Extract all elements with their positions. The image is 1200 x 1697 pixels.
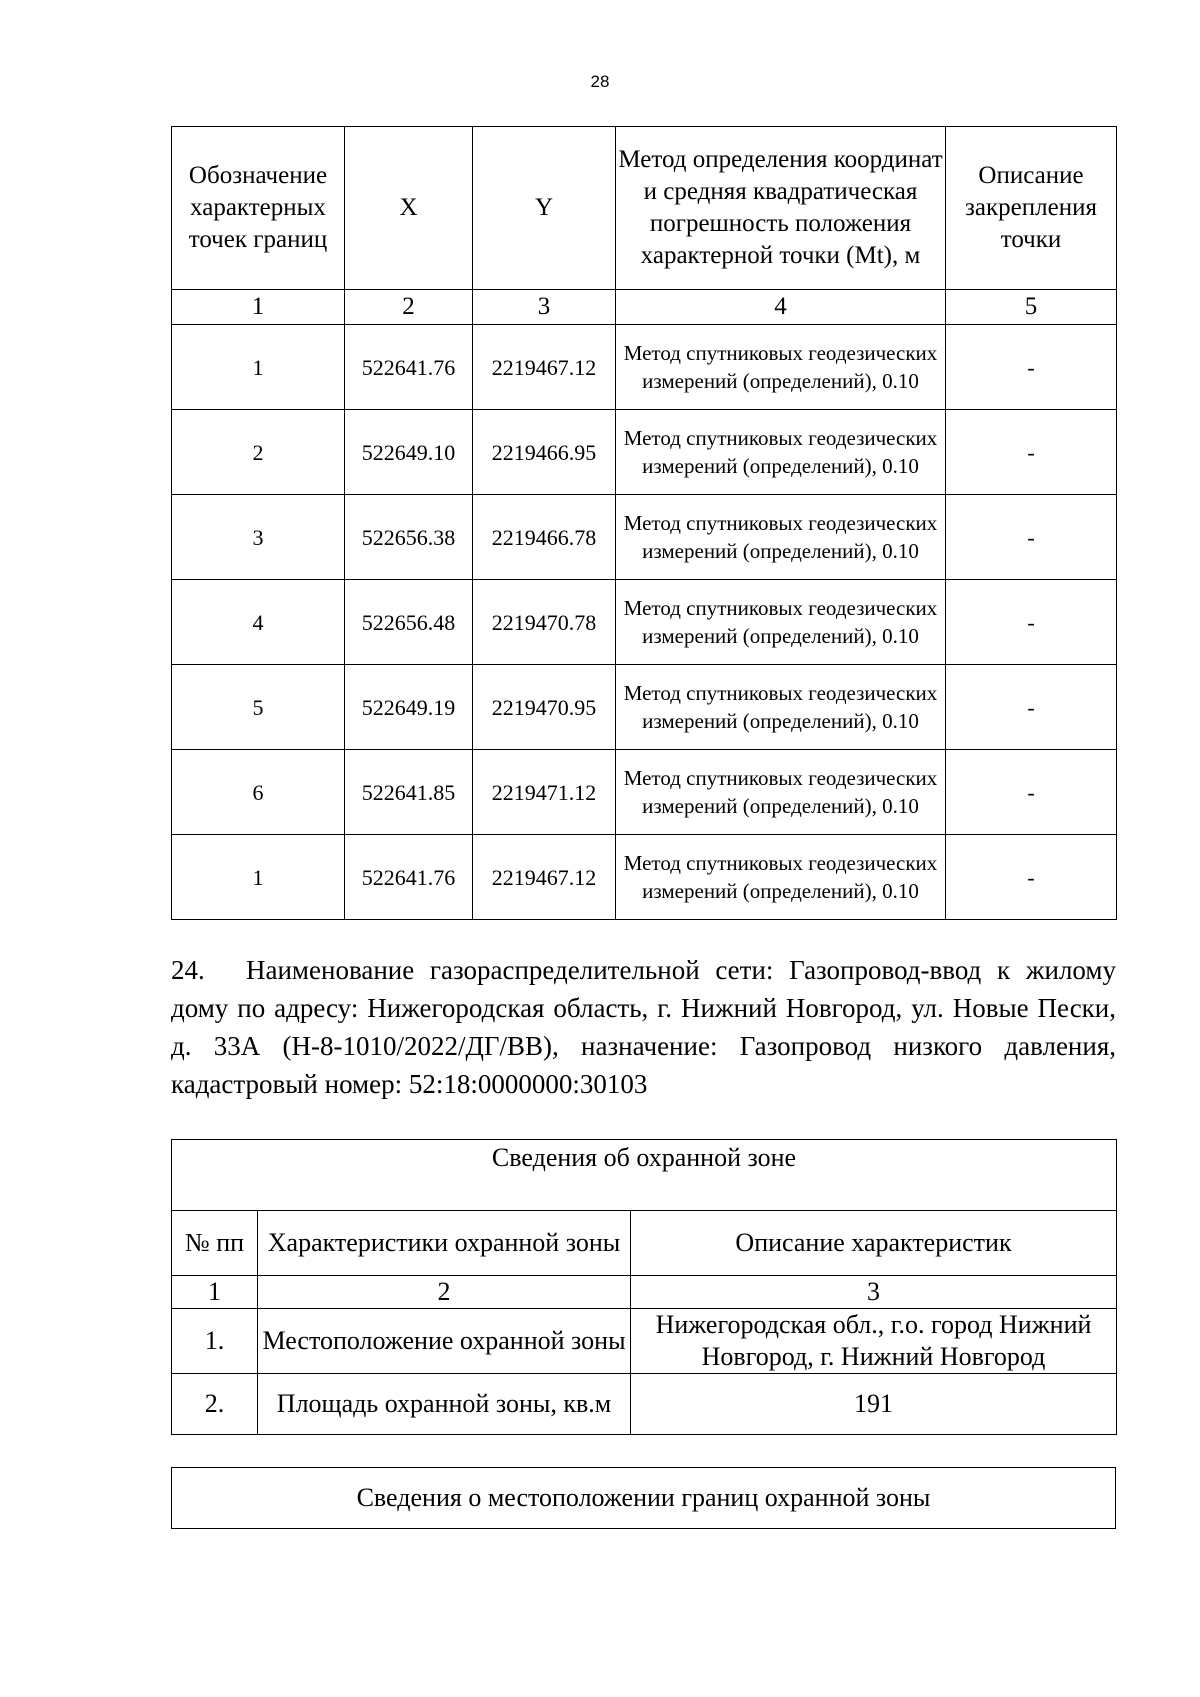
bounds-table-title: Сведения о местоположении границ охранной зоны [172, 1468, 1116, 1529]
header-description: Описание закрепления точки [946, 127, 1117, 290]
bounds-title-row [172, 1468, 1116, 1529]
zone-table-title: Сведения об охранной зоне [172, 1140, 1117, 1211]
table-row [172, 410, 1117, 495]
table-row [172, 495, 1117, 580]
cell-x: 522641.85 [345, 750, 473, 835]
cell-description: - [946, 495, 1117, 580]
cell-x: 522656.38 [345, 495, 473, 580]
cell-point: 5 [172, 665, 345, 750]
zone-header-row [172, 1211, 1117, 1276]
header-description: Описание характеристик [631, 1211, 1117, 1276]
cell-y: 2219467.12 [473, 835, 616, 920]
cell-method: Метод спутниковых геодезических измерений (определений), 0.10 [616, 495, 946, 580]
cell-y: 2219467.12 [473, 325, 616, 410]
cell-point: 2 [172, 410, 345, 495]
coords-column-numbers [172, 290, 1117, 325]
cell-y: 2219471.12 [473, 750, 616, 835]
table-row [172, 1374, 1117, 1435]
cell-value: 191 [631, 1374, 1117, 1435]
cell-description: - [946, 750, 1117, 835]
paragraph-number: 24. [171, 955, 205, 985]
cell-y: 2219466.78 [473, 495, 616, 580]
col-number: 4 [616, 290, 946, 325]
cell-point: 4 [172, 580, 345, 665]
header-number: № пп [172, 1211, 258, 1276]
protection-zone-table [171, 1139, 1117, 1435]
zone-title-row [172, 1140, 1117, 1211]
col-number: 1 [172, 290, 345, 325]
cell-y: 2219466.95 [473, 410, 616, 495]
cell-x: 522649.10 [345, 410, 473, 495]
cell-characteristic: Площадь охранной зоны, кв.м [258, 1374, 631, 1435]
coords-header-row [172, 127, 1117, 290]
col-number: 3 [473, 290, 616, 325]
cell-value: Нижегородская обл., г.о. город Нижний Новгород, г. Нижний Новгород [631, 1309, 1117, 1374]
header-method: Метод определения координат и средняя квадратическая погрешность положения характерной точки (Mt), м [616, 127, 946, 290]
network-description-paragraph [171, 951, 1116, 1103]
cell-x: 522641.76 [345, 835, 473, 920]
paragraph-text: Наименование газораспределительной сети: Газопровод-ввод к жилому дому по адресу: Нижегородская область, г. Нижний Новгород, ул. Новые Пески, д. 33А (Н-8-1010/2022/ДГ/ВВ), назначение: Газопровод низкого давления, кадастровый номер: 52:18:0000000:30103 [171, 955, 1116, 1099]
table-row [172, 750, 1117, 835]
cell-description: - [946, 835, 1117, 920]
header-x: X [345, 127, 473, 290]
col-number: 2 [258, 1276, 631, 1309]
cell-method: Метод спутниковых геодезических измерений (определений), 0.10 [616, 665, 946, 750]
cell-point: 3 [172, 495, 345, 580]
cell-description: - [946, 410, 1117, 495]
cell-x: 522641.76 [345, 325, 473, 410]
coordinates-table [171, 126, 1117, 920]
cell-x: 522656.48 [345, 580, 473, 665]
page-number: 28 [590, 72, 610, 91]
cell-x: 522649.19 [345, 665, 473, 750]
col-number: 2 [345, 290, 473, 325]
cell-point: 1 [172, 325, 345, 410]
cell-method: Метод спутниковых геодезических измерений (определений), 0.10 [616, 580, 946, 665]
cell-y: 2219470.95 [473, 665, 616, 750]
cell-point: 1 [172, 835, 345, 920]
cell-description: - [946, 580, 1117, 665]
cell-point: 6 [172, 750, 345, 835]
header-y: Y [473, 127, 616, 290]
table-row [172, 580, 1117, 665]
cell-y: 2219470.78 [473, 580, 616, 665]
cell-characteristic: Местоположение охранной зоны [258, 1309, 631, 1374]
table-row [172, 1309, 1117, 1374]
table-row [172, 665, 1117, 750]
table-row [172, 835, 1117, 920]
col-number: 5 [946, 290, 1117, 325]
cell-description: - [946, 325, 1117, 410]
col-number: 3 [631, 1276, 1117, 1309]
cell-method: Метод спутниковых геодезических измерений (определений), 0.10 [616, 835, 946, 920]
header-characteristic: Характеристики охранной зоны [258, 1211, 631, 1276]
cell-method: Метод спутниковых геодезических измерений (определений), 0.10 [616, 410, 946, 495]
zone-column-numbers [172, 1276, 1117, 1309]
cell-method: Метод спутниковых геодезических измерений (определений), 0.10 [616, 325, 946, 410]
col-number: 1 [172, 1276, 258, 1309]
table-row [172, 325, 1117, 410]
cell-method: Метод спутниковых геодезических измерений (определений), 0.10 [616, 750, 946, 835]
boundaries-table [171, 1467, 1116, 1529]
cell-number: 2. [172, 1374, 258, 1435]
cell-number: 1. [172, 1309, 258, 1374]
header-point: Обозначение характерных точек границ [172, 127, 345, 290]
cell-description: - [946, 665, 1117, 750]
